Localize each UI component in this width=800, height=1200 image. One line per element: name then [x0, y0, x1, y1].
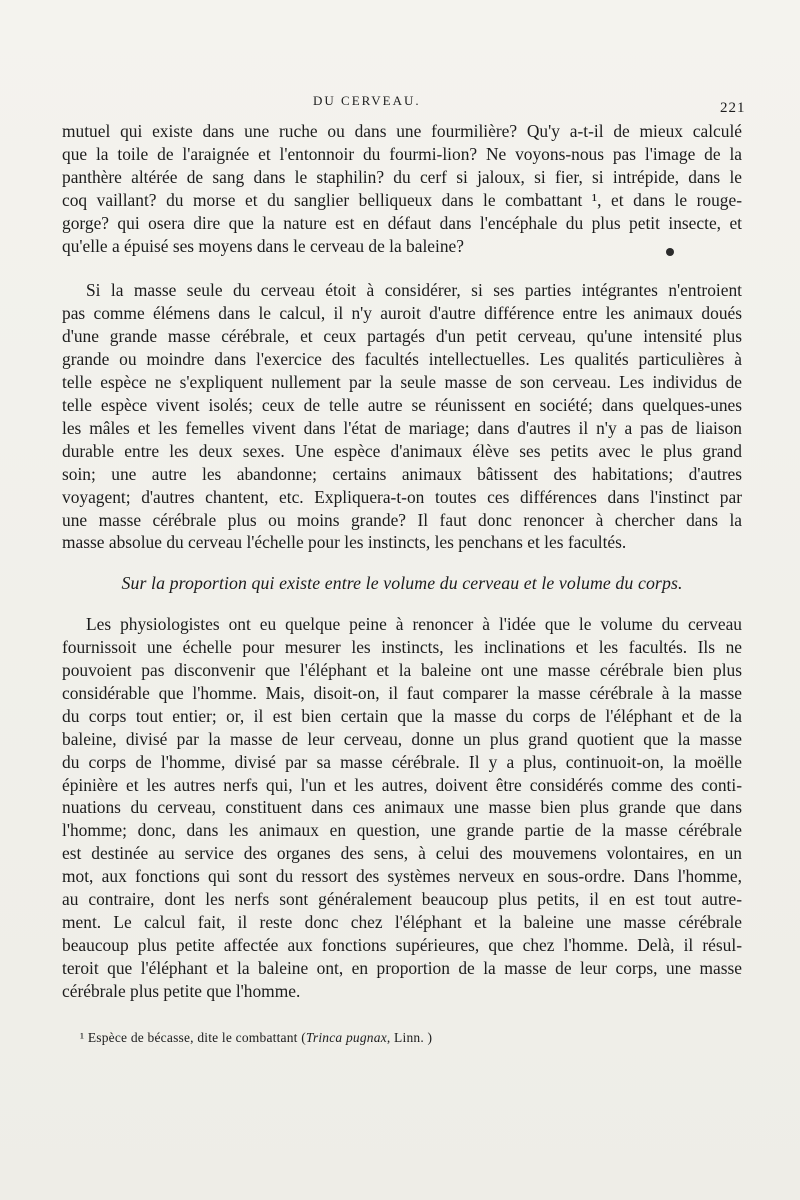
- text-line: beaucoup plus petite affectée aux fonctions supérieures, que chez l'homme. Delà, il résul-: [62, 934, 742, 955]
- text-line: que la toile de l'araignée et l'entonnoir du fourmi-lion? Ne voyons-nous pas l'image de la: [62, 143, 742, 164]
- text-line: telle espèce ne s'expliquent nullement par la seule masse de son cerveau. Les individus de: [62, 372, 742, 393]
- footnote-text-end: , Linn. ): [386, 1030, 433, 1045]
- paragraph-spacer: [62, 257, 742, 279]
- text-line: les mâles et les femelles vivent dans l'état de mariage; dans d'autres il n'y a pas de liaison: [62, 417, 742, 438]
- footnote-species-name: Trinca pugnax: [305, 1030, 387, 1045]
- text-line: nuations du cerveau, constituent dans ces animaux une masse bien plus grande que dans: [62, 797, 742, 818]
- paragraph-3: [62, 613, 742, 1002]
- ink-spot: [666, 248, 674, 256]
- paragraph-1: [62, 120, 742, 257]
- text-line: cérébrale plus petite que l'homme.: [62, 980, 301, 1001]
- section-heading: Sur la proportion qui existe entre le volume du cerveau et le volume du corps.: [121, 573, 683, 594]
- text-line: est destinée au service des organes des sens, à celui des mouvemens volontaires, en un: [62, 843, 742, 864]
- text-line: pouvoient pas disconvenir que l'éléphant et la baleine ont une masse cérébrale bien plus: [62, 660, 742, 681]
- text-line: Les physiologistes ont eu quelque peine à renoncer à l'idée que le volume du cerveau: [86, 614, 742, 635]
- text-line: panthère altérée de sang dans le staphilin? du cerf si jaloux, si fier, si intrépide, dans le: [62, 166, 742, 187]
- text-line: gorge? qui osera dire que la nature est en défaut dans l'encéphale du plus petit insecte, et: [62, 212, 742, 233]
- text-line: du corps tout entier; or, il est bien certain que la masse du corps de l'éléphant et de la: [62, 705, 742, 726]
- text-line: teroit que l'éléphant et la baleine ont, en proportion de la masse de leur corps, une masse: [62, 957, 742, 978]
- text-line: coq vaillant? du morse et du sanglier belliqueux dans le combattant ¹, et dans le rouge-: [62, 189, 742, 210]
- body-text: [62, 120, 742, 1003]
- text-line: une masse cérébrale plus ou moins grande? Il faut donc renoncer à chercher dans la: [62, 509, 742, 530]
- text-line: masse absolue du cerveau l'échelle pour les instincts, les penchans et les facultés.: [62, 532, 627, 553]
- text-line: au contraire, dont les nerfs sont généralement beaucoup plus petits, il en est tout autre-: [62, 889, 742, 910]
- text-line: fournissoit une échelle pour mesurer les instincts, les inclinations et les facultés. Ils ne: [62, 637, 742, 658]
- text-line: voyagent; d'autres chantent, etc. Expliquera-t-on toutes ces différences dans l'instinct par: [62, 486, 742, 507]
- text-line: grande ou moindre dans l'exercice des facultés intellectuelles. Les qualités particulières à: [62, 349, 742, 370]
- footnote: [80, 1030, 432, 1046]
- text-line: Si la masse seule du cerveau étoit à considérer, si ses parties intégrantes n'entroient: [86, 280, 742, 301]
- text-line: qu'elle a épuisé ses moyens dans le cerveau de la baleine?: [62, 235, 464, 256]
- text-line: soin; une autre les abandonne; certains animaux bâtissent des habitations; d'autres: [62, 463, 742, 484]
- text-line: telle espèce vivent isolés; ceux de telle autre se réunissent en société; dans quelques-unes: [62, 394, 742, 415]
- text-line: du corps de l'homme, divisé par sa masse cérébrale. Il y a plus, continuoit-on, la moëlle: [62, 751, 742, 772]
- text-line: pas comme élémens dans le calcul, il n'y auroit d'autre différence entre les animaux doués: [62, 303, 742, 324]
- text-line: mot, aux fonctions qui sont du ressort des systèmes nerveux en sous-ordre. Dans l'homme,: [62, 866, 742, 887]
- text-line: ment. Le calcul fait, il reste donc chez l'éléphant et la baleine une masse cérébrale: [62, 912, 742, 932]
- text-line: considérable que l'homme. Mais, disoit-on, il faut comparer la masse cérébrale à la masse: [62, 682, 742, 703]
- text-line: l'homme; donc, dans les animaux en question, une grande partie de la masse cérébrale: [62, 820, 742, 841]
- text-line: épinière et les autres nerfs qui, l'un et les autres, doivent être considérés comme des conti-: [62, 774, 742, 795]
- page-number: 221: [720, 100, 746, 116]
- paragraph-2: [62, 279, 742, 554]
- running-title: DU CERVEAU.: [313, 93, 421, 108]
- text-line: baleine, divisé par la masse de leur cerveau, donne un plus grand quotient que la masse: [62, 728, 742, 749]
- text-line: d'une grande masse cérébrale, et ceux partagés d'un petit cerveau, qu'une intensité plus: [62, 326, 742, 347]
- text-line: mutuel qui existe dans une ruche ou dans une fourmilière? Qu'y a-t-il de mieux calculé: [62, 121, 742, 141]
- text-line: durable entre les deux sexes. Une espèce d'animaux élève ses petits avec le plus grand: [62, 440, 742, 461]
- footnote-text: ¹ Espèce de bécasse, dite le combattant (: [80, 1030, 306, 1045]
